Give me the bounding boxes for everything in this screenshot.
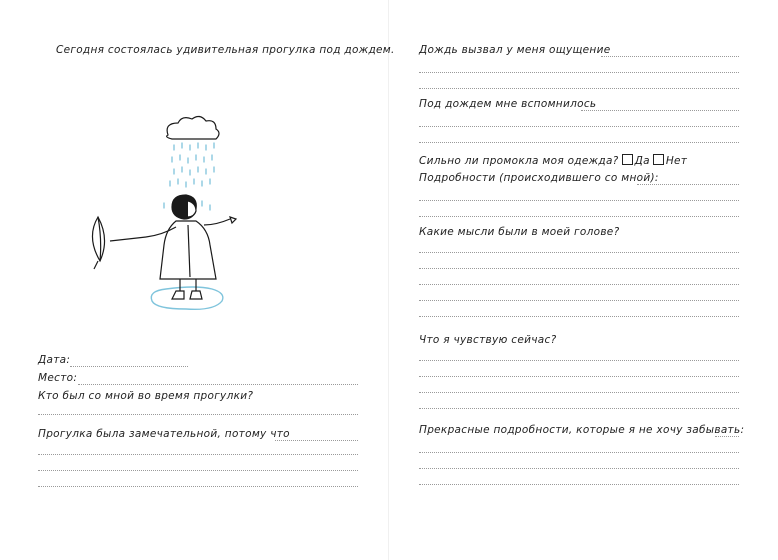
thoughts-line-4[interactable]: [419, 300, 739, 301]
puddle: [151, 287, 223, 309]
feel-now-question: Что я чувствую сейчас?: [419, 334, 557, 346]
remembered-prompt: Под дождем мне вспомнилось: [419, 98, 597, 110]
companion-question: Кто был со мной во время прогулки?: [38, 390, 254, 402]
feel-now-line-1[interactable]: [419, 360, 739, 361]
girl-figure: [92, 195, 236, 299]
wonderful-line-3[interactable]: [38, 486, 358, 487]
date-field[interactable]: [70, 366, 188, 367]
wonderful-field[interactable]: [275, 440, 358, 441]
rain-feeling-line-1[interactable]: [419, 72, 739, 73]
thoughts-line-2[interactable]: [419, 268, 739, 269]
thoughts-question: Какие мысли были в моей голове?: [419, 226, 620, 238]
details-prompt: Подробности (происходившего со мной):: [419, 172, 659, 184]
cloud-icon: [167, 116, 219, 139]
place-field[interactable]: [78, 384, 358, 385]
details-line-1[interactable]: [419, 200, 739, 201]
details-keep-line-1[interactable]: [419, 452, 739, 453]
details-keep-line-2[interactable]: [419, 468, 739, 469]
wet-question: [419, 154, 687, 167]
details-keep-prompt: Прекрасные подробности, которые я не хочу забывать:: [419, 424, 745, 436]
date-label: Дата:: [38, 354, 71, 366]
rain-feeling-prompt: Дождь вызвал у меня ощущение: [419, 44, 611, 56]
no-label: Нет: [665, 155, 688, 167]
thoughts-line-1[interactable]: [419, 252, 739, 253]
rain-walk-illustration: [80, 105, 280, 325]
rain-feeling-line-2[interactable]: [419, 88, 739, 89]
details-line-2[interactable]: [419, 216, 739, 217]
no-checkbox[interactable]: [653, 154, 664, 165]
thoughts-line-5[interactable]: [419, 316, 739, 317]
remembered-field[interactable]: [581, 110, 739, 111]
feel-now-line-4[interactable]: [419, 408, 739, 409]
wonderful-prompt: Прогулка была замечательной, потому что: [38, 428, 290, 440]
wet-question-text: Сильно ли промокла моя одежда?: [419, 155, 619, 167]
yes-checkbox[interactable]: [622, 154, 633, 165]
right-page: [389, 0, 778, 560]
remembered-line-1[interactable]: [419, 126, 739, 127]
details-keep-field[interactable]: [715, 436, 739, 437]
feel-now-line-2[interactable]: [419, 376, 739, 377]
thoughts-line-3[interactable]: [419, 284, 739, 285]
companion-line-1[interactable]: [38, 414, 358, 415]
wonderful-line-2[interactable]: [38, 470, 358, 471]
rain-feeling-field[interactable]: [601, 56, 739, 57]
details-field[interactable]: [637, 184, 739, 185]
wonderful-line-1[interactable]: [38, 454, 358, 455]
feel-now-line-3[interactable]: [419, 392, 739, 393]
place-label: Место:: [38, 372, 78, 384]
page-heading: Сегодня состоялась удивительная прогулка под дождем.: [56, 44, 395, 56]
remembered-line-2[interactable]: [419, 142, 739, 143]
yes-label: Да: [634, 155, 650, 167]
details-keep-line-3[interactable]: [419, 484, 739, 485]
